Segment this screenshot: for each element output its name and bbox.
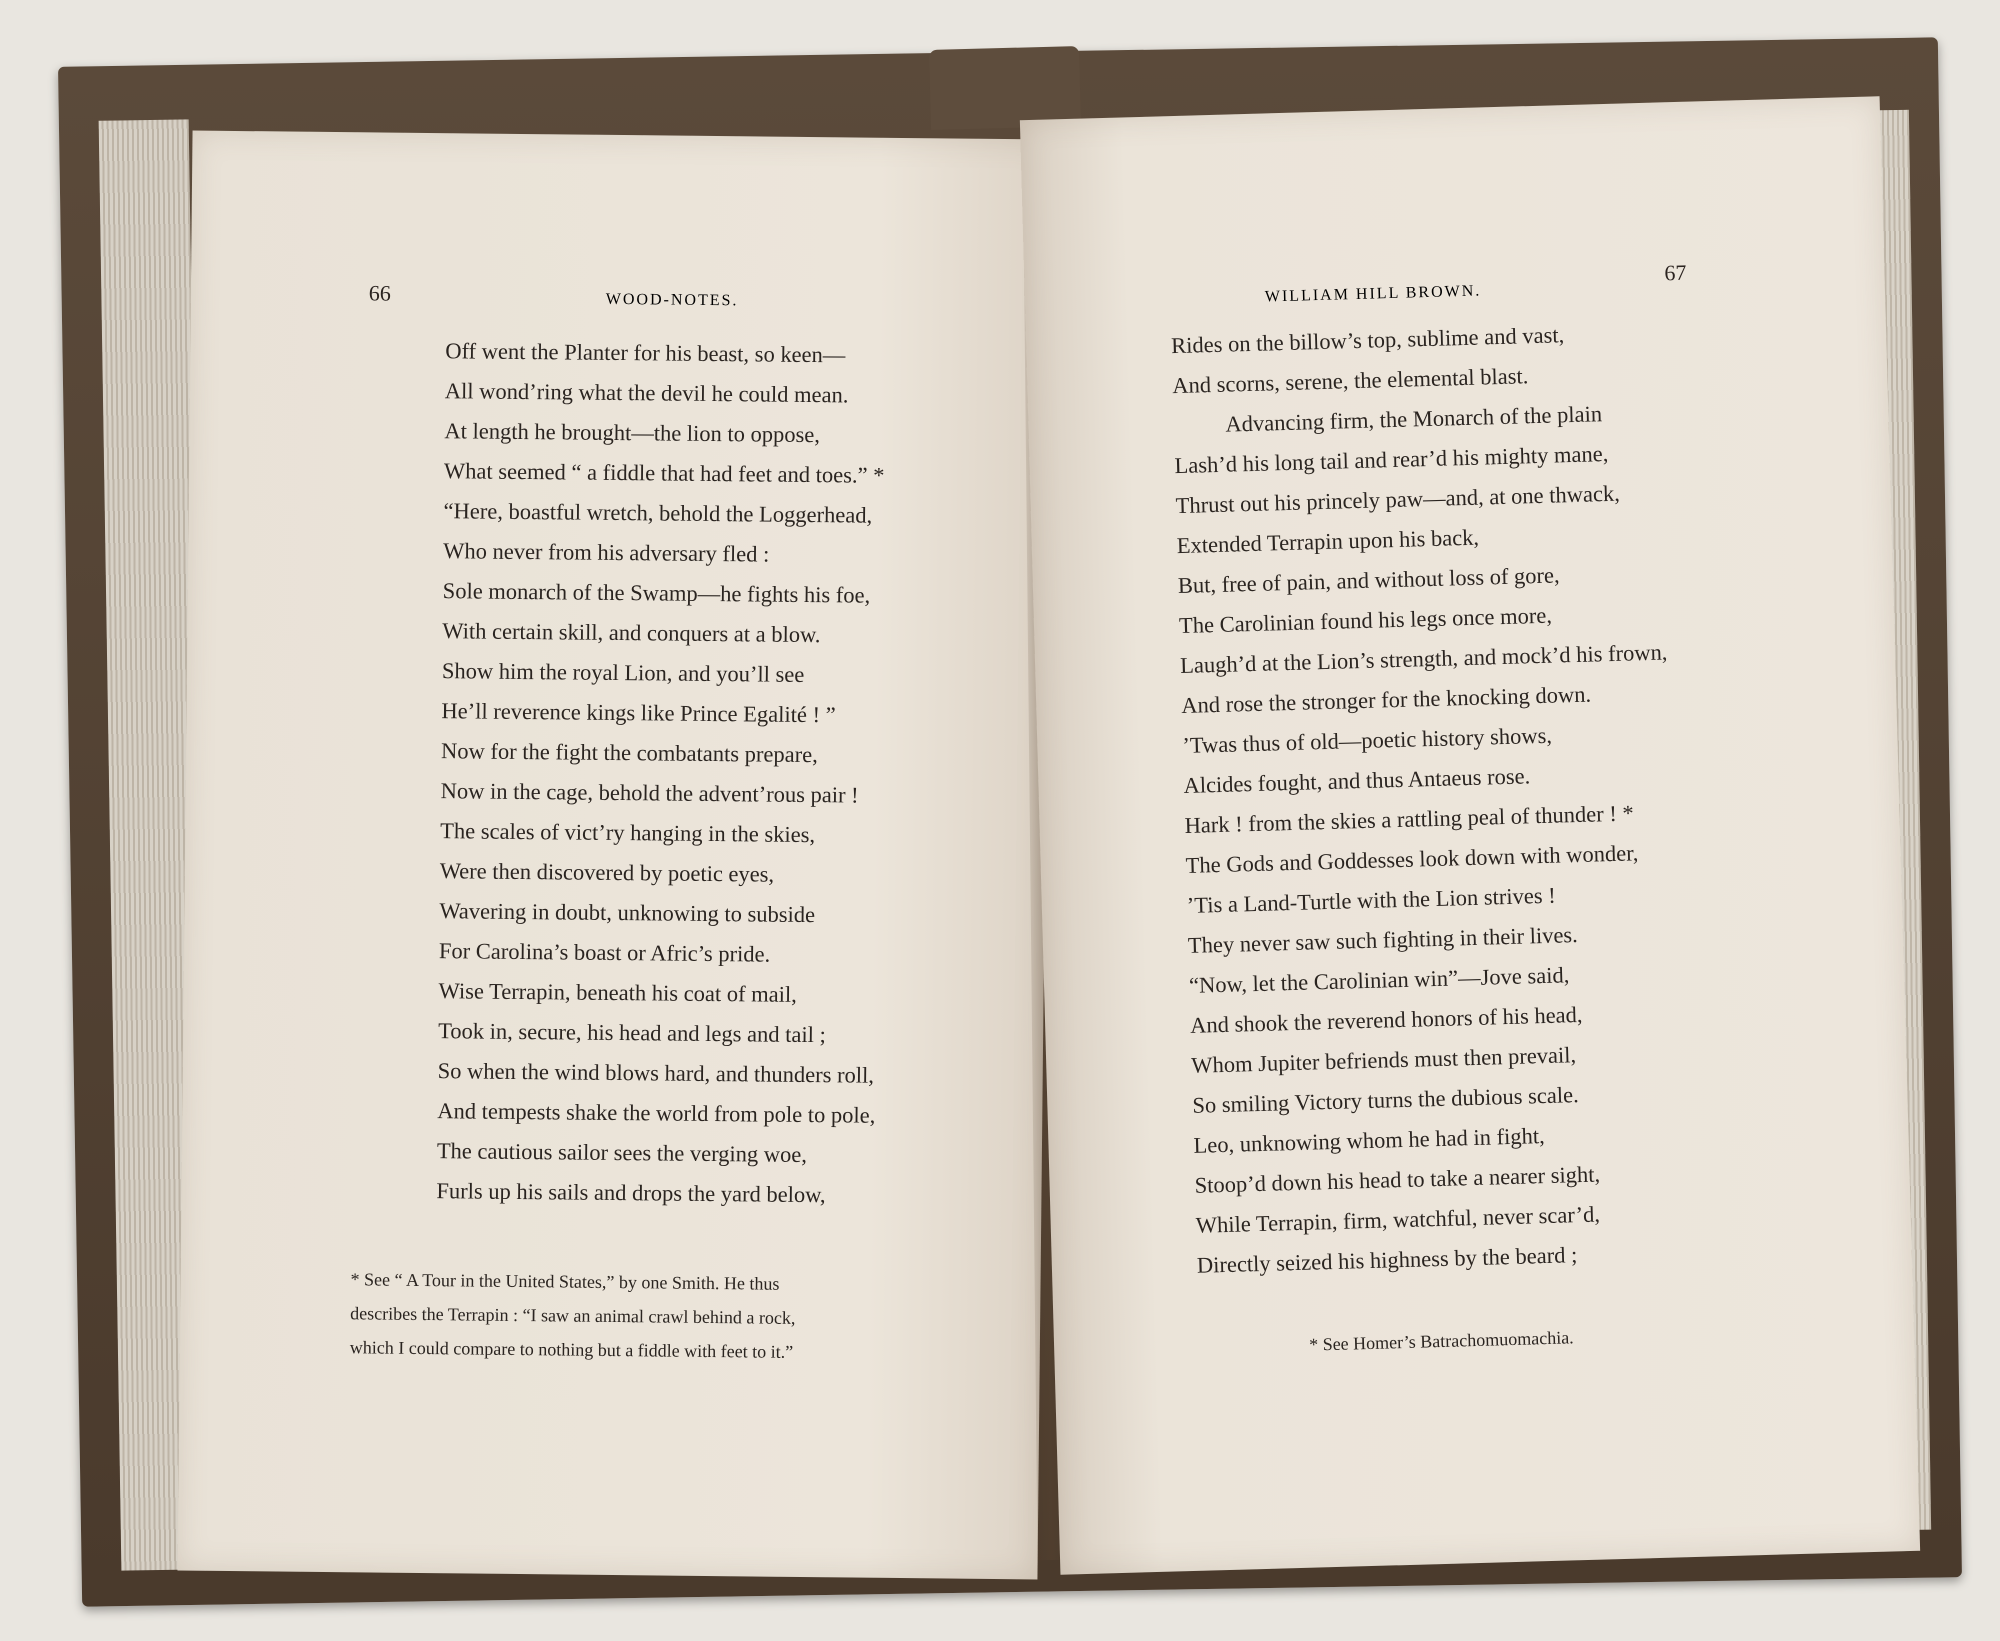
book-spine	[929, 46, 1081, 130]
verse-line: While Terrapin, firm, watchful, never scar’d,	[1195, 1201, 1601, 1238]
running-title: WILLIAM HILL BROWN.	[1264, 282, 1482, 306]
right-page	[1020, 96, 1920, 1574]
verse-line: And tempests shake the world from pole to pole,	[437, 1098, 876, 1128]
verse-block	[436, 331, 886, 1216]
verse-line: Stoop’d down his head to take a nearer sight,	[1194, 1161, 1601, 1198]
verse-line: ’Twas thus of old—poetic history shows,	[1182, 722, 1553, 758]
verse-line: Took in, secure, his head and legs and tail ;	[438, 1018, 826, 1048]
verse-line: They never saw such fighting in their lives.	[1187, 922, 1579, 958]
verse-line: “Here, boastful wretch, behold the Loggerhead,	[443, 498, 873, 528]
verse-line: And shook the reverend honors of his head,	[1189, 1001, 1583, 1038]
page-number: 66	[368, 280, 392, 306]
footnote	[1309, 1320, 1574, 1361]
verse-line: The cautious sailor sees the verging woe,	[436, 1138, 808, 1168]
left-page	[177, 131, 1052, 1580]
verse-line: Now in the cage, behold the advent’rous pair !	[440, 778, 859, 808]
verse-line: Laugh’d at the Lion’s strength, and mock’d his frown,	[1179, 639, 1668, 679]
verse-line: Wavering in doubt, unknowing to subside	[439, 898, 816, 928]
verse-line: Thrust out his princely paw—and, at one thwack,	[1175, 480, 1621, 519]
verse-line: Sole monarch of the Swamp—he fights his foe,	[442, 578, 871, 608]
verse-line: Show him the royal Lion, and you’ll see	[441, 658, 805, 687]
footnote-line: * See Homer’s Batrachomuomachia.	[1308, 1327, 1574, 1355]
verse-line: Whom Jupiter befriends must then prevail,	[1190, 1042, 1577, 1078]
verse-line: At length he brought—the lion to oppose,	[444, 418, 821, 448]
verse-line: All wond’ring what the devil he could mean.	[444, 378, 849, 408]
verse-line: Furls up his sails and drops the yard below,	[436, 1178, 826, 1208]
verse-line: ’Tis a Land-Turtle with the Lion strives !	[1186, 882, 1557, 918]
verse-line: And rose the stronger for the knocking down.	[1180, 681, 1592, 719]
verse-line: What seemed “ a fiddle that had feet and toes.” *	[443, 458, 885, 488]
verse-line: Rides on the billow’s top, sublime and vast,	[1170, 322, 1565, 359]
verse-line: Alcides fought, and thus Antaeus rose.	[1183, 763, 1531, 798]
verse-line: And scorns, serene, the elemental blast.	[1171, 363, 1529, 399]
verse-line: Extended Terrapin upon his back,	[1176, 524, 1480, 559]
verse-line: Advancing firm, the Monarch of the plain	[1225, 401, 1603, 437]
footnote-line: describes the Terrapin : “I saw an animal crawl behind a rock,	[350, 1303, 796, 1328]
verse-line: Off went the Planter for his beast, so keen—	[445, 338, 846, 368]
verse-line: Lash’d his long tail and rear’d his mighty mane,	[1174, 440, 1609, 479]
footnote-line: * See “ A Tour in the United States,” by one Smith. He thus	[350, 1269, 780, 1294]
verse-line: The scales of vict’ry hanging in the skies,	[440, 818, 816, 848]
verse-line: Leo, unknowing whom he had in fight,	[1193, 1123, 1545, 1158]
running-title: WOOD-NOTES.	[605, 290, 739, 310]
footnote	[350, 1262, 796, 1369]
verse-line: Hark ! from the skies a rattling peal of thunder ! *	[1184, 800, 1635, 838]
verse-line: Now for the fight the combatants prepare,	[440, 738, 818, 768]
page-number: 67	[1664, 259, 1687, 286]
verse-line: Wise Terrapin, beneath his coat of mail,	[438, 978, 797, 1007]
verse-line: So smiling Victory turns the dubious scale.	[1192, 1082, 1579, 1118]
verse-line: Who never from his adversary fled :	[443, 538, 770, 567]
footnote-line: which I could compare to nothing but a fiddle with feet to it.”	[349, 1337, 794, 1362]
verse-line: The Gods and Goddesses look down with wonder,	[1185, 840, 1639, 878]
verse-line: “Now, let the Carolinian win”—Jove said,	[1188, 962, 1570, 998]
verse-line: He’ll reverence kings like Prince Egalité ! ”	[441, 698, 836, 728]
verse-line: For Carolina’s boast or Afric’s pride.	[438, 938, 771, 967]
verse-line: Were then discovered by poetic eyes,	[439, 858, 775, 887]
verse-block	[1171, 313, 1685, 1286]
verse-line: With certain skill, and conquers at a blow.	[442, 618, 821, 648]
verse-line: So when the wind blows hard, and thunders roll,	[437, 1058, 875, 1088]
verse-line: But, free of pain, and without loss of gore,	[1177, 562, 1560, 599]
verse-line: Directly seized his highness by the beard ;	[1196, 1242, 1578, 1278]
verse-line: The Carolinian found his legs once more,	[1178, 602, 1553, 639]
